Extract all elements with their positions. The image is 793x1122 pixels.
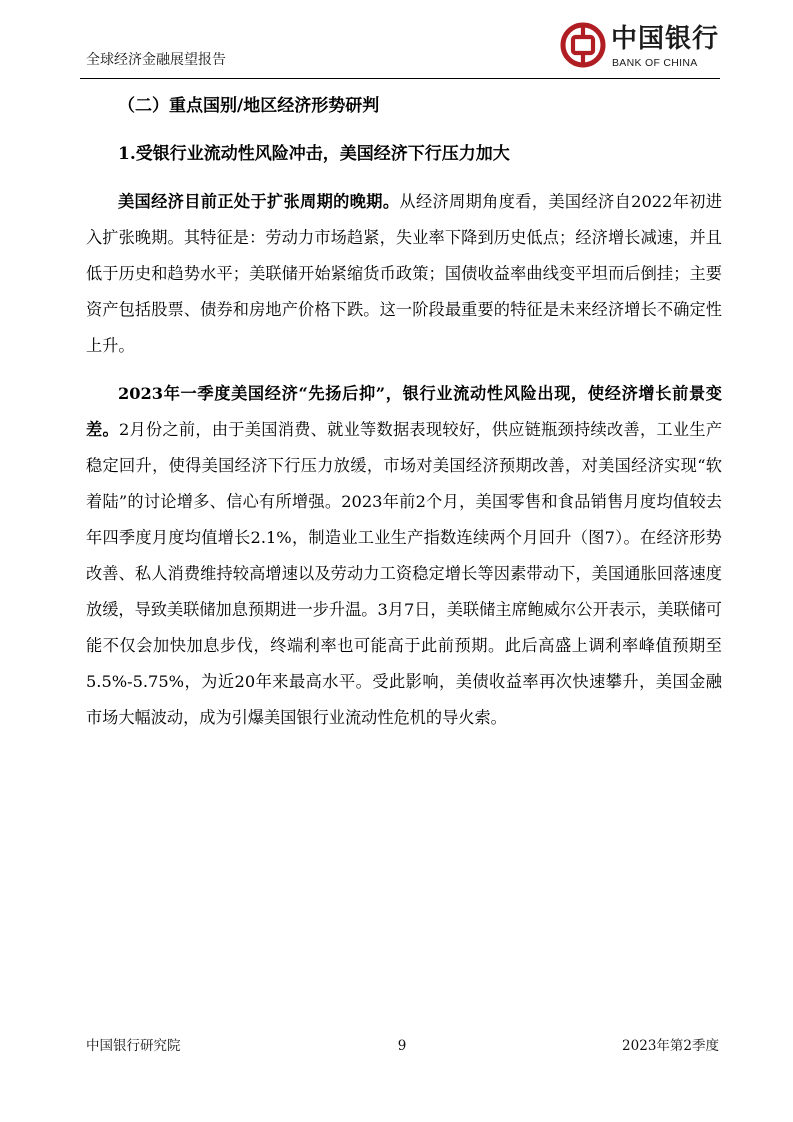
- bank-of-china-emblem-icon: [560, 22, 606, 68]
- footer-institute: 中国银行研究院: [86, 1038, 181, 1054]
- bank-logo: [560, 22, 720, 78]
- logo-name-cn: 中国银行: [611, 24, 720, 54]
- paragraph-1-body: 从经济周期角度看，美国经济自2022年初进入扩张晚期。其特征是：劳动力市场趋紧，失业率下降到历史低点；经济增长减速，并且低于历史和趋势水平；美联储开始紧缩货币政策；国债收益率曲线变平坦而后倒挂；主要资产包括股票、债券和房地产价格下跌。这一阶段最重要的特征是未来经济增长不确定性上升。: [86, 192, 722, 355]
- footer-period: 2023年第2季度: [622, 1038, 719, 1054]
- paragraph-2-lead: 2023年一季度美国经济“先扬后抑”，银行业流动性风险出现，使经济增长前景变差。: [86, 384, 722, 439]
- logo-name-en: BANK OF CHINA: [612, 57, 698, 69]
- subsection-heading: 1.受银行业流动性风险冲击，美国经济下行压力加大: [118, 144, 510, 164]
- paragraph-2-body: 2月份之前，由于美国消费、就业等数据表现较好，供应链瓶颈持续改善，工业生产稳定回升，使得美国经济下行压力放缓，市场对美国经济预期改善，对美国经济实现“软着陆”的讨论增多、信心有所增强。2023年前2个月，美国零售和食品销售月度均值较去年四季度月度均值增长2.1%，制造业工业生产指数连续两个月回升（图7）。在经济形势改善、私人消费维持较高增速以及劳动力工资稳定增长等因素带动下，美国通胀回落速度放缓，导致美联储加息预期进一步升温。3月7日，美联储主席鲍威尔公开表示，美联储可能不仅会加快加息步伐，终端利率也可能高于此前预期。此后高盛上调利率峰值预期至5.5%-5.75%，为近20年来最高水平。受此影响，美债收益率再次快速攀升，美国金融市场大幅波动，成为引爆美国银行业流动性危机的导火索。: [86, 420, 723, 727]
- report-title: 全球经济金融展望报告: [86, 52, 226, 68]
- page-number: 9: [397, 1038, 407, 1054]
- paragraph-1-lead: 美国经济目前正处于扩张周期的晚期。: [118, 192, 400, 211]
- header-divider: [80, 78, 720, 79]
- section-heading: （二）重点国别/地区经济形势研判: [118, 96, 380, 116]
- paragraph-1: [86, 184, 722, 364]
- paragraph-2: [86, 376, 722, 736]
